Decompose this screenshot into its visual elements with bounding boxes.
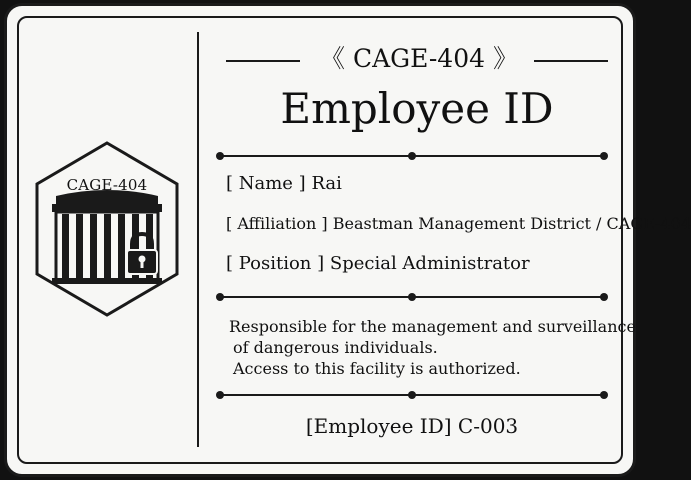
affiliation-value: Beastman Management District / CAGE-404 bbox=[332, 214, 691, 233]
name-label: [ Name ] bbox=[226, 173, 306, 194]
position-label: [ Position ] bbox=[226, 253, 324, 274]
description-line: of dangerous individuals. bbox=[233, 338, 438, 357]
divider-middle bbox=[216, 292, 608, 302]
cage-emblem bbox=[32, 140, 182, 318]
name-field bbox=[226, 172, 342, 196]
divider-top bbox=[216, 151, 608, 161]
position-value: Special Administrator bbox=[329, 253, 530, 274]
description-line: Access to this facility is authorized. bbox=[233, 359, 521, 378]
vertical-divider bbox=[197, 32, 199, 447]
organization-name: 《 CAGE-404 》 bbox=[320, 44, 518, 73]
emblem-label: CAGE-404 bbox=[66, 176, 148, 194]
description-line: Responsible for the management and surveillance bbox=[229, 317, 636, 336]
divider-bottom bbox=[216, 390, 608, 400]
employee-id-value: C-003 bbox=[457, 414, 519, 438]
header-rule-left bbox=[226, 60, 300, 62]
name-value: Rai bbox=[311, 173, 342, 194]
card-title: Employee ID bbox=[280, 84, 554, 133]
affiliation-field bbox=[226, 212, 691, 236]
description-text bbox=[229, 316, 636, 379]
employee-id-field bbox=[216, 412, 608, 440]
position-field bbox=[226, 252, 530, 276]
employee-id-label: [ Employee ID ] bbox=[306, 414, 452, 438]
header-rule-right bbox=[534, 60, 608, 62]
affiliation-label: [ Affiliation ] bbox=[226, 214, 328, 233]
organization-header bbox=[218, 42, 616, 76]
cage-emblem-graphic bbox=[32, 140, 182, 318]
